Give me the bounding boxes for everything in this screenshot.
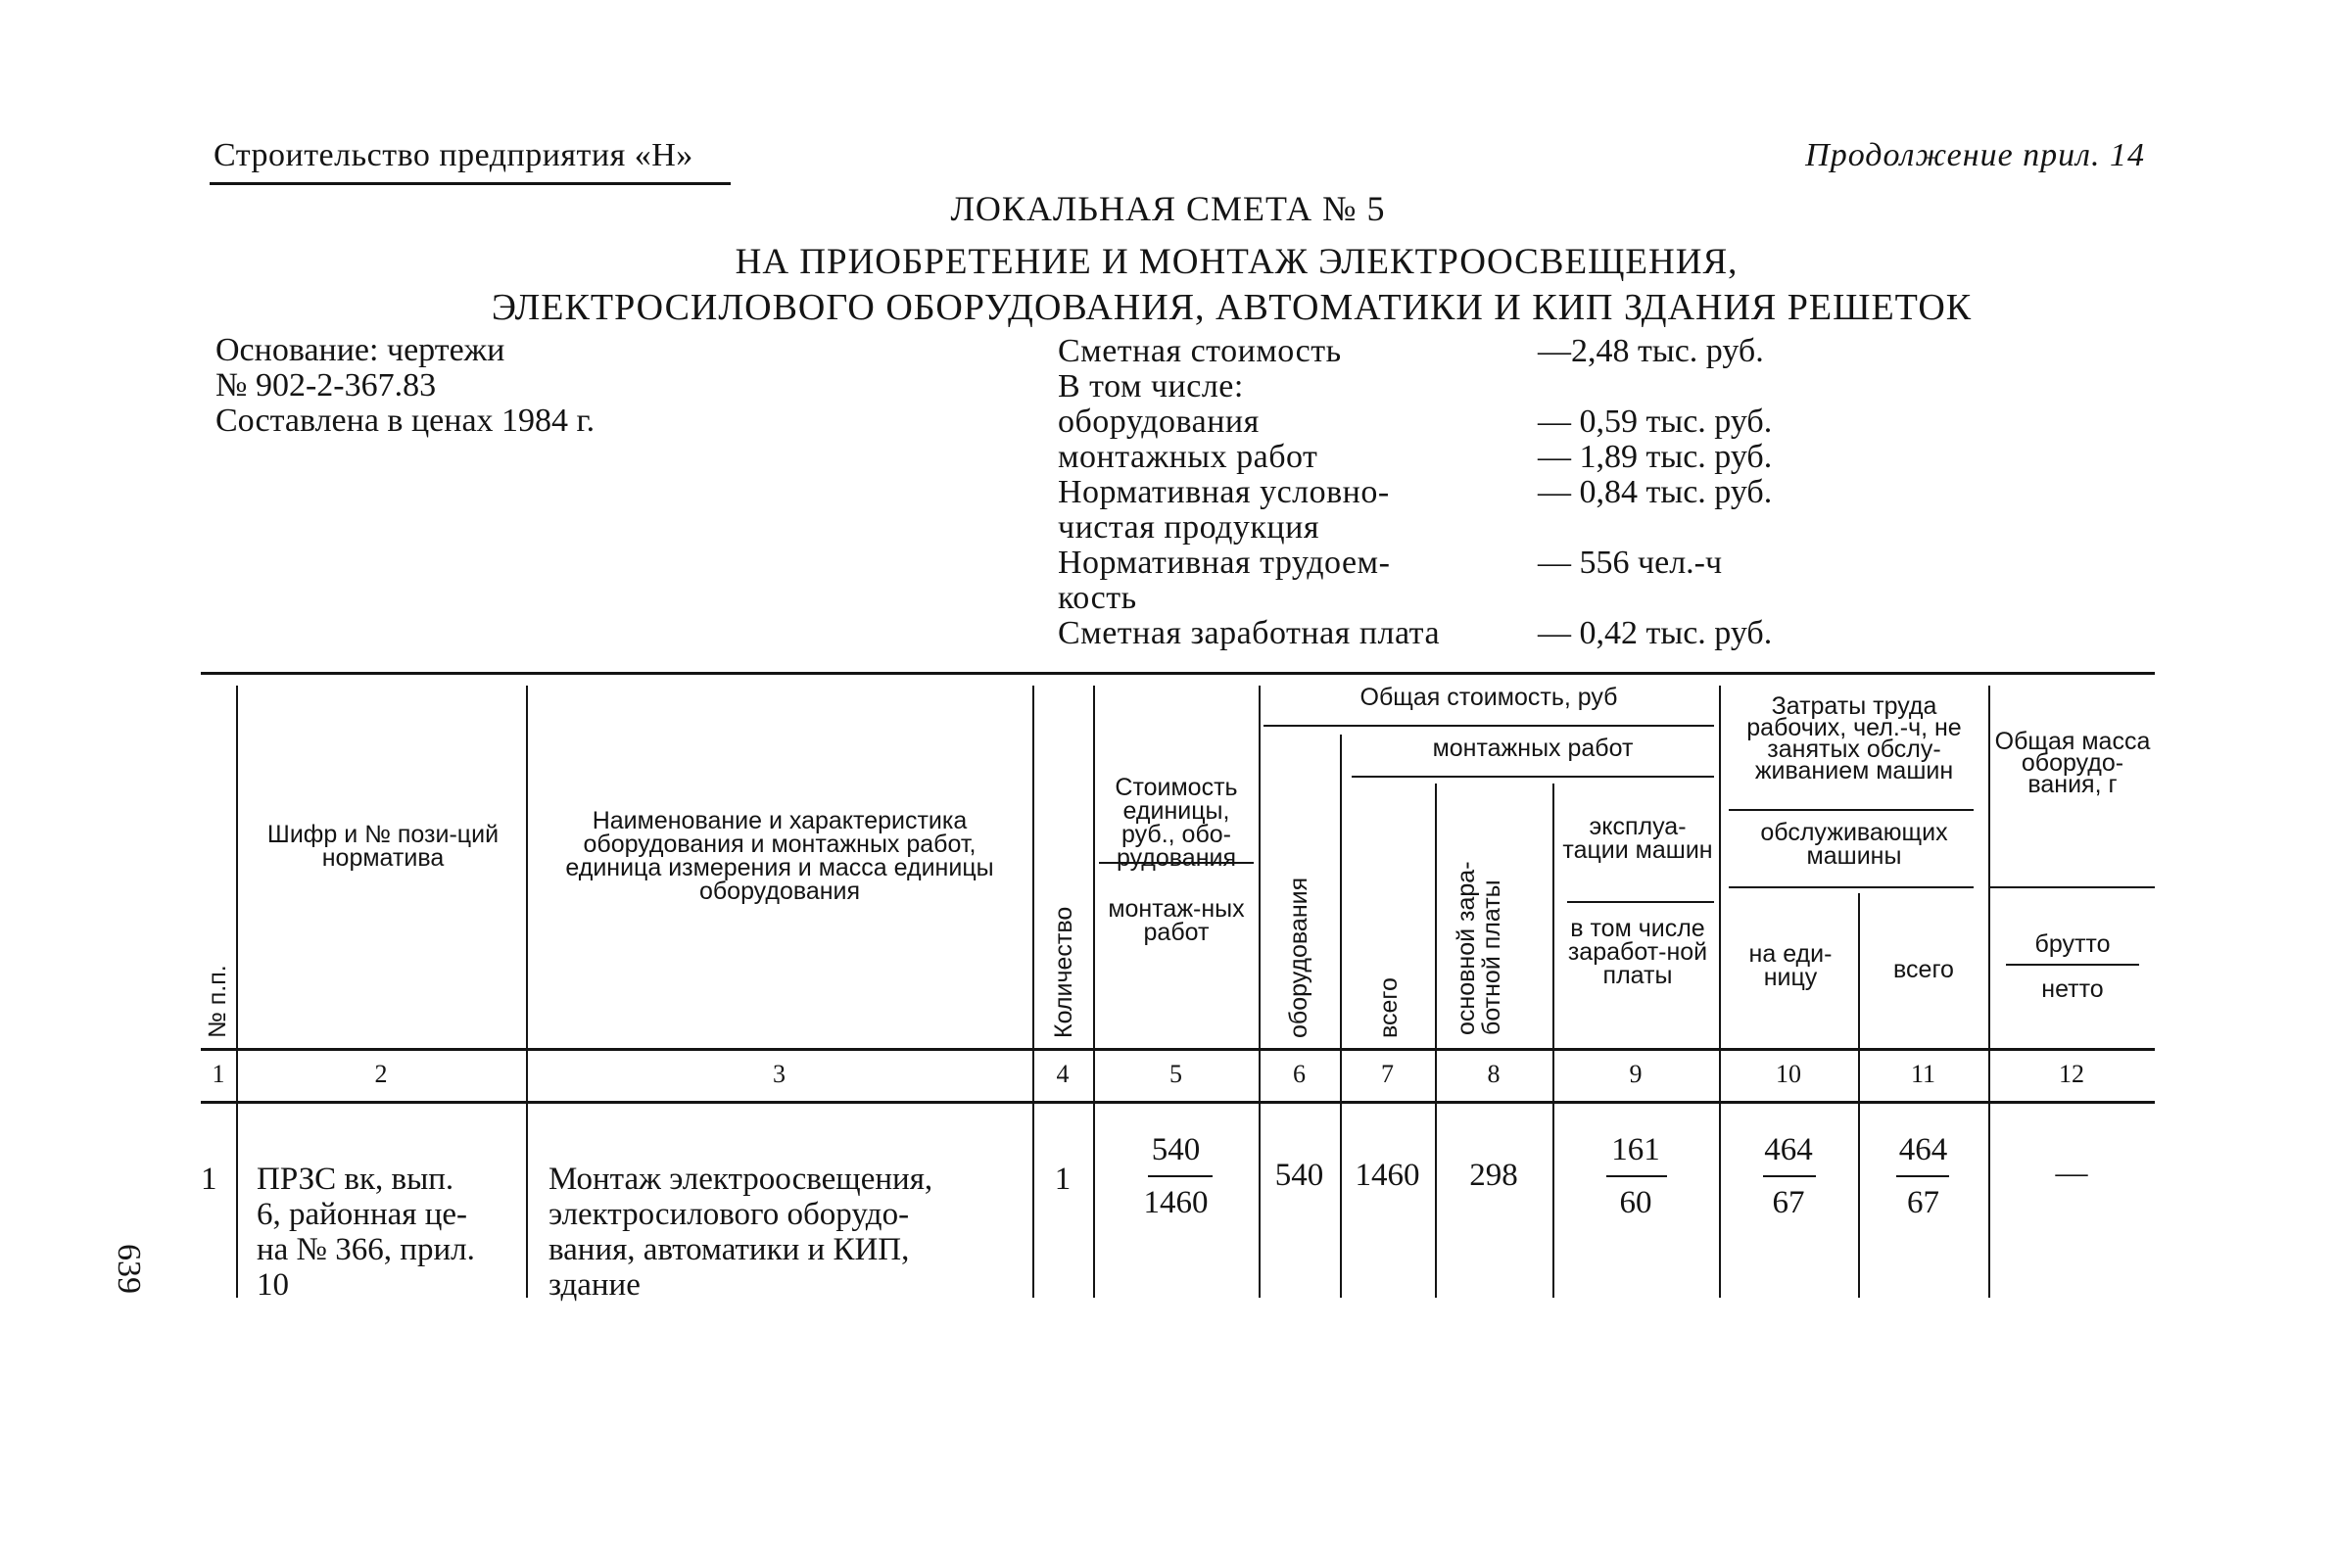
fraction-line	[1896, 1175, 1949, 1177]
summary-label-equipment: оборудования	[1058, 404, 1260, 440]
summary-value-equipment: — 0,59 тыс. руб.	[1538, 404, 1773, 440]
summary-value-conditional: — 0,84 тыс. руб.	[1538, 474, 1773, 510]
fraction-line	[1148, 1175, 1213, 1177]
mount-works-rule	[1352, 776, 1714, 778]
col-sep-2	[526, 686, 528, 1298]
title-line-3: ЭЛЕКТРОСИЛОВОГО ОБОРУДОВАНИЯ, АВТОМАТИКИ И КИП ЗДАНИЯ РЕШЕТОК	[491, 287, 1973, 328]
th-mount-works: монтажных работ	[1432, 735, 1634, 762]
th-total-cost: Общая стоимость, руб	[1359, 684, 1618, 711]
th-qty: Количество	[1050, 906, 1077, 1038]
row-machine-op: 161	[1611, 1132, 1660, 1167]
fraction-line	[1763, 1175, 1816, 1177]
total-cost-rule	[1263, 725, 1714, 727]
col-number: 6	[1293, 1060, 1306, 1088]
col-sep-5	[1259, 686, 1261, 1298]
th-mass: Общая масса оборудо-вания, г	[1994, 728, 2151, 798]
labor-rule	[1729, 809, 1974, 811]
th-per-unit: на еди-ницу	[1748, 940, 1833, 991]
th-base-salary-box	[1440, 828, 1549, 1038]
col-number: 11	[1910, 1060, 1936, 1088]
basis-line-1: Основание: чертежи	[215, 332, 505, 368]
col-sep-3	[1032, 686, 1034, 1298]
row-mass: —	[2055, 1156, 2088, 1191]
th-machine-op-bottom: в том числе заработ-ной платы	[1567, 915, 1708, 989]
row-code-line: на № 366, прил.	[257, 1232, 475, 1267]
th-code: Шифр и № пози-ций норматива	[266, 821, 500, 872]
summary-label-mount: монтажных работ	[1058, 439, 1318, 475]
th-all: всего	[1375, 977, 1403, 1038]
th-num: № п.п.	[204, 965, 231, 1038]
summary-label-labor-1: Нормативная трудоем-	[1058, 545, 1391, 581]
basis-line-3: Составлена в ценах 1984 г.	[215, 403, 596, 439]
row-labor-all-bottom: 67	[1907, 1185, 1939, 1220]
row-name-line: здание	[548, 1267, 641, 1303]
col-sep-6	[1340, 735, 1342, 1298]
col-sep-7	[1435, 784, 1437, 1298]
row-name-line: Монтаж электроосвещения,	[548, 1162, 933, 1197]
summary-label-salary: Сметная заработная плата	[1058, 615, 1441, 651]
row-qty: 1	[1054, 1162, 1072, 1197]
summary-value-salary: — 0,42 тыс. руб.	[1538, 615, 1773, 651]
th-base-salary: основной зара-ботной платы	[1453, 861, 1505, 1035]
basis-line-2: № 902-2-367.83	[215, 367, 437, 404]
col-numbers-bottom-rule	[201, 1101, 2155, 1104]
col-number: 9	[1629, 1060, 1643, 1088]
row-mount-all: 1460	[1355, 1158, 1420, 1193]
col-number: 12	[2059, 1060, 2084, 1088]
col-number: 2	[374, 1060, 388, 1088]
summary-value-total: —2,48 тыс. руб.	[1538, 333, 1764, 369]
row-machine-salary: 60	[1619, 1185, 1652, 1220]
summary-value-mount: — 1,89 тыс. руб.	[1538, 439, 1773, 475]
col-number: 3	[773, 1060, 786, 1088]
col-number: 7	[1381, 1060, 1394, 1088]
col-number: 1	[212, 1060, 225, 1088]
labor-service-rule	[1729, 886, 1974, 888]
row-code	[257, 1162, 475, 1303]
row-code-line: 6, районная це-	[257, 1197, 467, 1232]
col-number: 4	[1056, 1060, 1070, 1088]
mass-rule-1	[1988, 886, 2155, 888]
col-number: 5	[1169, 1060, 1182, 1088]
row-equip: 540	[1274, 1158, 1324, 1193]
col-number: 10	[1776, 1060, 1801, 1088]
th-gross: брутто	[2034, 930, 2111, 958]
row-code-line: ПРЗС вк, вып.	[257, 1162, 454, 1197]
basis-block	[215, 333, 595, 439]
th-labor-service: обслуживающих машины	[1760, 819, 1948, 870]
th-unit-cost-top: Стоимость единицы, руб., обо-рудования	[1115, 774, 1238, 872]
th-name: Наименование и характеристика оборудования и монтажных работ, единица измерения и масса единицы оборудования	[565, 807, 994, 905]
machine-op-split-rule	[1567, 901, 1714, 903]
row-labor-unit-bottom: 67	[1772, 1185, 1805, 1220]
row-base-salary: 298	[1469, 1158, 1518, 1193]
th-equipment: оборудования	[1285, 877, 1312, 1038]
summary-label-conditional-1: Нормативная условно-	[1058, 474, 1390, 510]
summary-label-total: Сметная стоимость	[1058, 333, 1342, 369]
col-sep-10	[1858, 893, 1860, 1298]
title-line-2: НА ПРИОБРЕТЕНИЕ И МОНТАЖ ЭЛЕКТРООСВЕЩЕНИЯ,	[735, 242, 1739, 282]
th-machine-op-top: эксплуа-тации машин	[1562, 813, 1713, 864]
summary-label-labor-2: кость	[1058, 580, 1137, 616]
row-name	[548, 1162, 1019, 1303]
th-labor-all: всего	[1893, 956, 1954, 983]
th-unit-cost-bottom: монтаж-ных работ	[1108, 895, 1245, 946]
page-number: 639	[111, 1244, 147, 1294]
row-unit-mount: 1460	[1143, 1185, 1209, 1220]
row-name-line: электросилового оборудо-	[548, 1197, 910, 1232]
row-num: 1	[201, 1162, 217, 1197]
summary-value-labor: — 556 чел.-ч	[1538, 545, 1723, 581]
th-labor: Затраты труда рабочих, чел.-ч, не занятых обслу-живанием машин	[1746, 692, 1962, 784]
col-sep-11	[1988, 686, 1990, 1298]
row-labor-all-top: 464	[1898, 1132, 1948, 1167]
table-top-rule	[201, 672, 2155, 675]
title-line-1: ЛОКАЛЬНАЯ СМЕТА № 5	[950, 189, 1386, 228]
th-net: нетто	[2041, 975, 2104, 1003]
header-bottom-rule	[201, 1048, 2155, 1051]
summary-label-including: В том числе:	[1058, 368, 1244, 404]
col-number: 8	[1487, 1060, 1501, 1088]
header-right: Продолжение прил. 14	[1805, 137, 2145, 173]
header-left: Строительство предприятия «Н»	[214, 137, 693, 173]
row-code-line: 10	[257, 1267, 289, 1303]
row-labor-unit-top: 464	[1764, 1132, 1813, 1167]
row-unit-equip: 540	[1151, 1132, 1201, 1167]
mass-gross-net-rule	[2006, 964, 2139, 966]
fraction-line	[1606, 1175, 1667, 1177]
header-underline	[210, 182, 731, 185]
summary-label-conditional-2: чистая продукция	[1058, 509, 1319, 546]
row-name-line: вания, автоматики и КИП,	[548, 1232, 910, 1267]
col-sep-1	[236, 686, 238, 1298]
